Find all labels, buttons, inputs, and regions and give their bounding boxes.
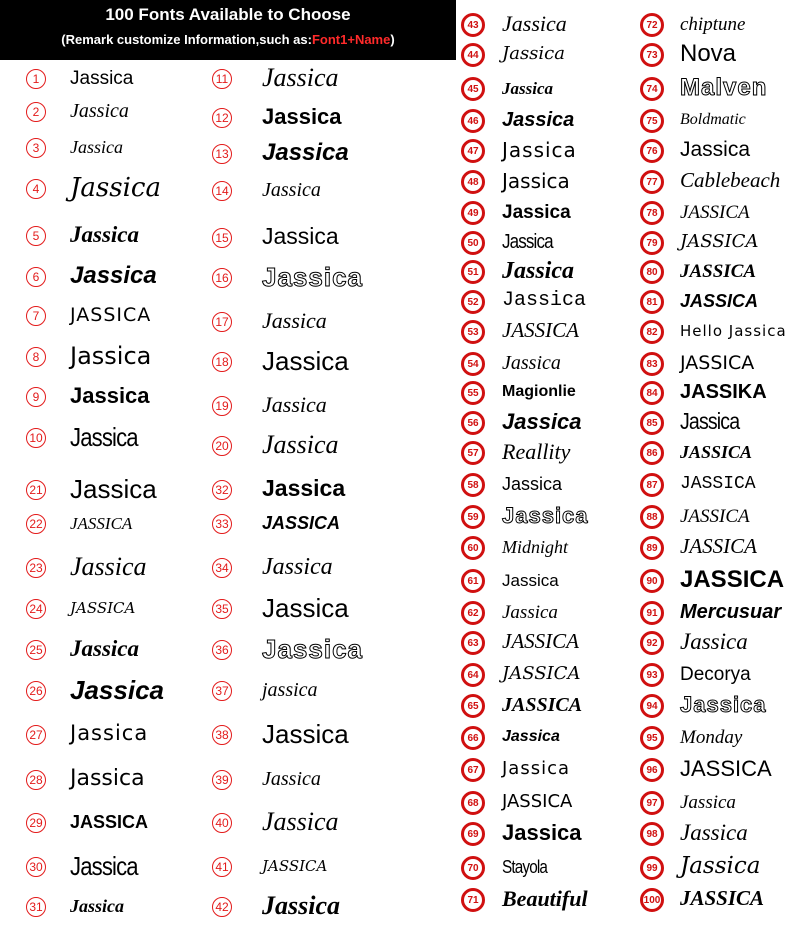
font-number-badge: 21 — [26, 480, 46, 500]
banner-subtitle — [0, 28, 456, 52]
font-sample-text: JASSICA — [680, 260, 757, 282]
font-number-badge: 81 — [640, 290, 664, 314]
font-sample-text: Jassica — [502, 502, 589, 528]
font-sample-text: Jassica — [502, 10, 567, 36]
font-sample-text: Jassica — [70, 674, 164, 705]
font-sample-text: JASSICA — [680, 351, 755, 374]
font-number-badge: 55 — [461, 381, 485, 405]
font-number-badge: 56 — [461, 411, 485, 435]
font-sample-text: Jassica — [262, 429, 339, 459]
font-sample-text: Jassica — [262, 475, 346, 502]
font-number-badge: 76 — [640, 139, 664, 163]
subtitle-highlight: Font1+Name — [311, 32, 391, 47]
font-number-badge: 66 — [461, 726, 485, 750]
font-number-badge: 22 — [26, 514, 46, 534]
font-sample-text: JASSICA — [70, 513, 133, 533]
font-number-badge: 57 — [461, 441, 485, 465]
font-sample-text: Jassica — [680, 138, 751, 162]
font-number-badge: 52 — [461, 290, 485, 314]
font-number-badge: 95 — [640, 726, 664, 750]
font-number-badge: 6 — [26, 267, 46, 287]
font-number-badge: 82 — [640, 320, 664, 344]
font-number-badge: 68 — [461, 791, 485, 815]
subtitle-prefix: (Remark customize Information,such as: — [61, 32, 312, 47]
font-sample-text: Nova — [680, 39, 737, 67]
font-sample-text: JASSICA — [70, 303, 152, 326]
font-number-badge: 42 — [212, 897, 232, 917]
font-number-badge: 48 — [461, 170, 485, 194]
font-sample-text: Jassica — [502, 138, 577, 162]
font-sample-text: Jassica — [502, 728, 560, 746]
font-number-badge: 14 — [212, 181, 232, 201]
font-sample-text: Jassica — [70, 551, 147, 581]
font-number-badge: 70 — [461, 856, 485, 880]
font-sample-text: Midnight — [502, 537, 568, 558]
font-number-badge: 97 — [640, 791, 664, 815]
font-sample-text: Jassica — [502, 570, 559, 590]
font-sample-text: Jassica — [262, 307, 327, 333]
font-number-badge: 49 — [461, 201, 485, 225]
font-number-badge: 96 — [640, 758, 664, 782]
font-sample-text: JASSICA — [70, 598, 136, 617]
font-number-badge: 37 — [212, 681, 232, 701]
font-sample-text: Jassica — [680, 691, 767, 717]
font-sample-text: Jassica — [262, 138, 349, 166]
font-number-badge: 93 — [640, 663, 664, 687]
font-number-badge: 25 — [26, 640, 46, 660]
font-sample-text: Jassica — [70, 137, 123, 158]
font-number-badge: 43 — [461, 13, 485, 37]
font-number-badge: 11 — [212, 69, 232, 89]
font-sample-text: Stayola — [502, 857, 548, 878]
font-number-badge: 73 — [640, 43, 664, 67]
font-sample-text: Jassica — [70, 765, 145, 791]
font-number-badge: 32 — [212, 480, 232, 500]
font-sample-text: Jassica — [262, 592, 349, 623]
font-number-badge: 62 — [461, 601, 485, 625]
font-number-badge: 40 — [212, 813, 232, 833]
font-number-badge: 12 — [212, 108, 232, 128]
font-sample-text: Malven — [680, 73, 768, 101]
font-sample-text: Jassica — [262, 103, 342, 129]
font-sample-text: Jassica — [502, 201, 571, 223]
font-sample-text: Jassica — [680, 629, 748, 655]
font-sample-text: JASSICA — [70, 812, 149, 833]
font-number-badge: 94 — [640, 694, 664, 718]
font-number-badge: 31 — [26, 897, 46, 917]
font-sample-text: Jassica — [70, 222, 139, 248]
font-number-badge: 85 — [640, 411, 664, 435]
font-sample-text: Jassica — [502, 289, 587, 312]
font-number-badge: 19 — [212, 396, 232, 416]
font-number-badge: 1 — [26, 69, 46, 89]
font-sample-text: JASSICA — [502, 791, 573, 813]
font-sample-text: Jassica — [262, 345, 349, 376]
font-number-badge: 41 — [212, 857, 232, 877]
banner-header — [0, 0, 456, 60]
font-number-badge: 91 — [640, 601, 664, 625]
font-sample-text: chiptune — [680, 13, 746, 35]
font-sample-text: Jassica — [502, 43, 565, 65]
font-number-badge: 51 — [461, 260, 485, 284]
font-number-badge: 60 — [461, 536, 485, 560]
font-sample-text: Jassica — [502, 352, 561, 374]
font-number-badge: 74 — [640, 77, 664, 101]
font-sample-text: jassica — [262, 679, 318, 701]
font-sample-text: JASSICA — [502, 629, 579, 654]
font-sample-text: Jassica — [680, 853, 761, 880]
font-number-badge: 99 — [640, 856, 664, 880]
font-sample-text: Hello Jassica — [680, 321, 787, 340]
font-number-badge: 89 — [640, 536, 664, 560]
font-number-badge: 92 — [640, 631, 664, 655]
font-number-badge: 64 — [461, 663, 485, 687]
font-sample-text: JASSICA — [680, 534, 757, 559]
font-sample-text: Jassica — [70, 67, 134, 89]
font-number-badge: 44 — [461, 43, 485, 67]
font-sample-text: JASSICA — [680, 505, 750, 527]
font-sample-text: Beautiful — [502, 885, 588, 911]
font-number-badge: 63 — [461, 631, 485, 655]
font-sample-text: Jassica — [262, 223, 339, 250]
font-sample-text: JASSICA — [680, 231, 759, 253]
font-number-badge: 36 — [212, 640, 232, 660]
font-number-badge: 18 — [212, 352, 232, 372]
font-number-badge: 38 — [212, 725, 232, 745]
font-number-badge: 71 — [461, 888, 485, 912]
font-sample-text: JASSICA — [680, 442, 753, 463]
font-sample-text: JASSICA — [680, 201, 750, 223]
font-number-badge: 53 — [461, 320, 485, 344]
font-sample-text: Jassica — [502, 78, 553, 98]
font-number-badge: 67 — [461, 758, 485, 782]
font-number-badge: 7 — [26, 306, 46, 326]
font-sample-text: Monday — [680, 726, 743, 748]
font-number-badge: 88 — [640, 505, 664, 529]
font-sample-text: Jassica — [680, 408, 740, 435]
font-number-badge: 59 — [461, 505, 485, 529]
font-number-badge: 15 — [212, 228, 232, 248]
font-sample-text: Boldmatic — [680, 111, 746, 129]
font-sample-text: Mercusuar — [680, 601, 782, 623]
font-sample-text: JASSICA — [680, 755, 772, 781]
font-sample-text: Jassica — [70, 100, 129, 122]
font-sample-text: Jassica — [262, 391, 327, 417]
font-number-badge: 45 — [461, 77, 485, 101]
font-sample-text: Jassica — [502, 169, 570, 193]
font-number-badge: 98 — [640, 822, 664, 846]
font-sample-text: Jassica — [70, 172, 161, 203]
font-sample-text: Jassica — [70, 341, 152, 370]
font-number-badge: 28 — [26, 770, 46, 790]
font-sample-text: Jassica — [70, 261, 157, 289]
font-sample-text: Jassica — [70, 896, 124, 917]
font-number-badge: 87 — [640, 473, 664, 497]
font-number-badge: 90 — [640, 569, 664, 593]
font-sample-text: Jassica — [70, 421, 138, 452]
font-sample-text: JASSICA — [262, 513, 341, 534]
font-number-badge: 61 — [461, 569, 485, 593]
font-sample-text: Reallity — [502, 438, 571, 464]
font-sample-text: JASSICA — [680, 886, 765, 911]
font-number-badge: 83 — [640, 352, 664, 376]
font-number-badge: 58 — [461, 473, 485, 497]
font-sample-text: Jassica — [70, 850, 138, 881]
font-sample-text: Jassica — [502, 819, 582, 845]
font-number-badge: 39 — [212, 770, 232, 790]
font-number-badge: 13 — [212, 144, 232, 164]
font-sample-text: Jassica — [502, 474, 563, 495]
font-sample-text: JASSICA — [262, 856, 328, 875]
font-sample-text: Jassica — [70, 721, 149, 746]
font-sample-text: Jassica — [262, 179, 321, 201]
font-number-badge: 34 — [212, 558, 232, 578]
font-sample-text: Jassica — [502, 408, 582, 434]
font-sample-text: Jassica — [70, 382, 150, 408]
font-number-badge: 65 — [461, 694, 485, 718]
font-sample-text: JASSICA — [680, 474, 756, 495]
font-number-badge: 24 — [26, 599, 46, 619]
font-number-badge: 3 — [26, 138, 46, 158]
font-sample-text: Jassica — [262, 890, 340, 920]
font-number-badge: 27 — [26, 725, 46, 745]
font-sample-text: Jassica — [680, 820, 748, 846]
font-sample-text: JASSICA — [502, 318, 579, 343]
font-number-badge: 80 — [640, 260, 664, 284]
font-number-badge: 30 — [26, 857, 46, 877]
font-number-badge: 5 — [26, 226, 46, 246]
subtitle-suffix: ) — [390, 32, 395, 47]
font-number-badge: 2 — [26, 102, 46, 122]
font-sample-text: Jassica — [262, 261, 363, 292]
font-number-badge: 4 — [26, 179, 46, 199]
font-number-badge: 8 — [26, 347, 46, 367]
font-number-badge: 79 — [640, 231, 664, 255]
font-number-badge: 33 — [212, 514, 232, 534]
font-number-badge: 69 — [461, 822, 485, 846]
font-sample-text: Decorya — [680, 663, 751, 685]
font-number-badge: 9 — [26, 387, 46, 407]
font-sample-text: Jassica — [262, 806, 339, 836]
font-sample-text: JASSICA — [680, 291, 759, 312]
font-sample-text: Jassica — [502, 109, 575, 131]
font-number-badge: 17 — [212, 312, 232, 332]
font-number-badge: 29 — [26, 813, 46, 833]
font-sample-text: Jassica — [262, 633, 363, 664]
font-sample-text: Cablebeach — [680, 168, 781, 193]
font-number-badge: 100 — [640, 888, 664, 912]
font-sample-text: Jassica — [680, 791, 736, 813]
font-number-badge: 35 — [212, 599, 232, 619]
font-sample-text: JASSICA — [502, 694, 583, 716]
font-number-badge: 26 — [26, 681, 46, 701]
font-sample-text: Jassica — [262, 553, 333, 580]
font-sample-text: Jassica — [262, 718, 349, 749]
font-sample-text: JASSICA — [680, 565, 785, 593]
font-number-badge: 54 — [461, 352, 485, 376]
font-number-badge: 50 — [461, 231, 485, 255]
font-number-badge: 23 — [26, 558, 46, 578]
font-number-badge: 10 — [26, 428, 46, 448]
font-sample-text: Jassica — [502, 257, 574, 284]
font-sample-text: Jassica — [70, 473, 157, 504]
font-number-badge: 20 — [212, 436, 232, 456]
font-sample-text: JASSICA — [502, 663, 581, 685]
font-number-badge: 16 — [212, 268, 232, 288]
font-number-badge: 72 — [640, 13, 664, 37]
font-number-badge: 84 — [640, 381, 664, 405]
font-number-badge: 75 — [640, 109, 664, 133]
font-sample-text: Jassica — [262, 62, 339, 92]
font-sample-text: Jassica — [70, 636, 139, 662]
font-sample-text: Magionlie — [502, 383, 576, 401]
font-sample-text: Jassica — [502, 758, 571, 780]
font-number-badge: 46 — [461, 109, 485, 133]
font-number-badge: 77 — [640, 170, 664, 194]
font-number-badge: 86 — [640, 441, 664, 465]
font-number-badge: 78 — [640, 201, 664, 225]
banner-title: 100 Fonts Available to Choose — [105, 5, 351, 24]
font-sample-text: Jassica — [502, 601, 558, 623]
font-number-badge: 47 — [461, 139, 485, 163]
font-sample-text: Jassica — [502, 231, 553, 253]
font-sample-text: JASSIKA — [680, 381, 767, 403]
font-sample-text: Jassica — [262, 768, 321, 790]
